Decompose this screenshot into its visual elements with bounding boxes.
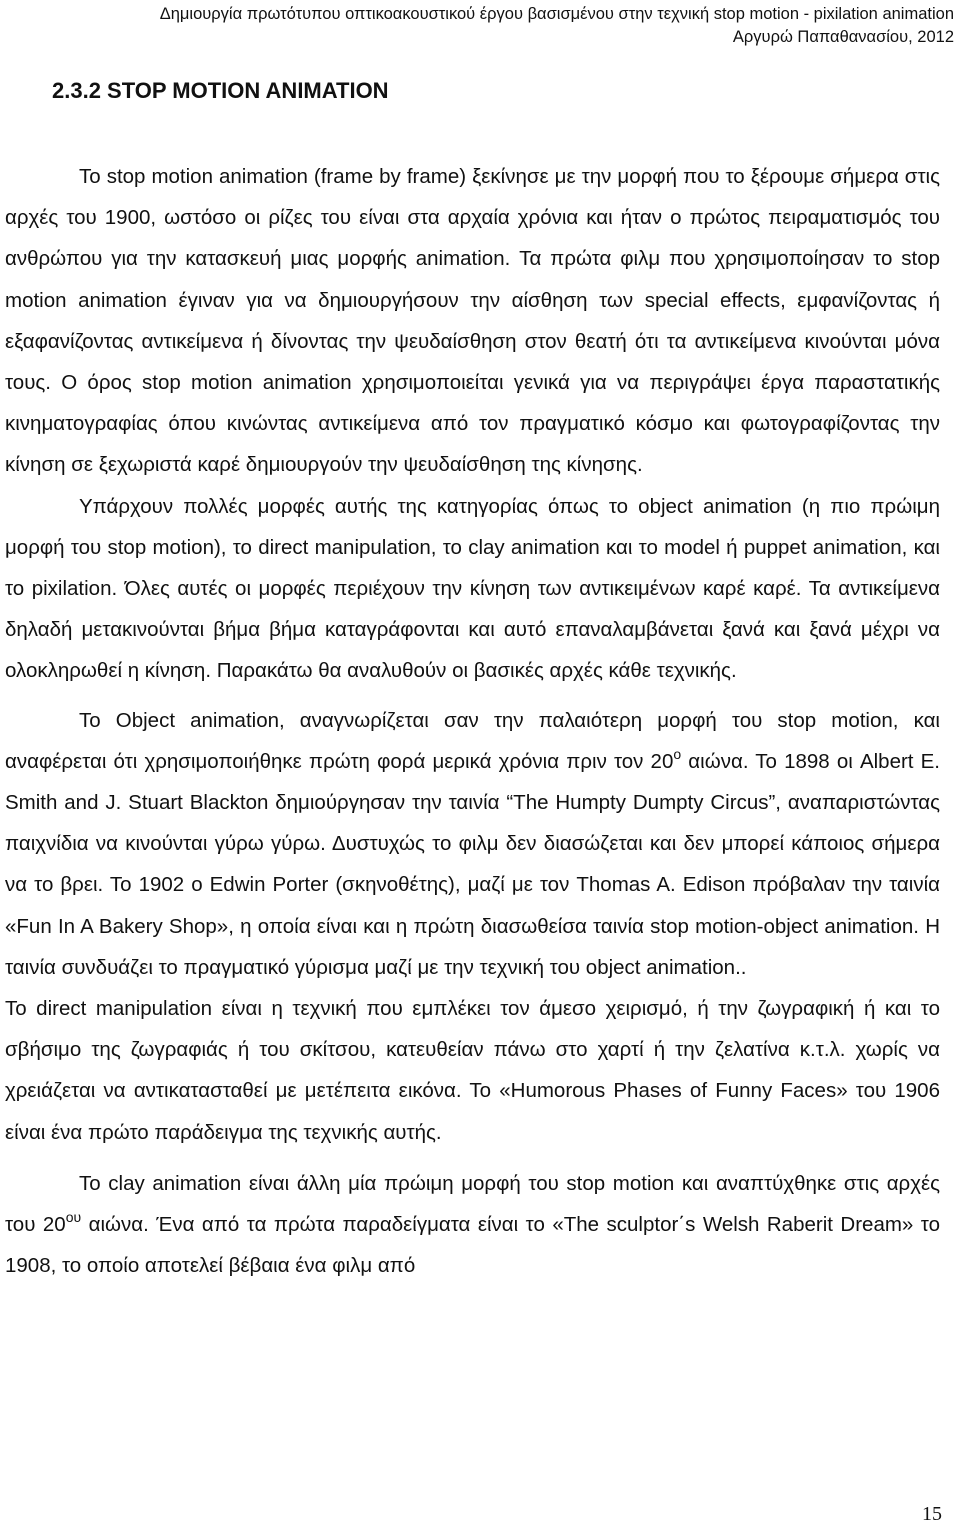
running-header [4, 3, 954, 49]
ordinal-superscript: ο [673, 745, 682, 762]
header-author-year: Αργυρώ Παπαθανασίου, 2012 [732, 28, 954, 46]
section-heading: 2.3.2 STOP MOTION ANIMATION [52, 78, 389, 103]
body-text [5, 156, 940, 1286]
header-title: Δημιουργία πρωτότυπου οπτικοακουστικού έργου βασισμένου στην τεχνική stop motion - pixilation animation [159, 5, 954, 23]
paragraph-forms: Υπάρχουν πολλές μορφές αυτής της κατηγορίας όπως το object animation (η πιο πρώιμη μορφή του stop motion), το direct manipulation, το clay animation και το model ή puppet animation, και το pixilation. Όλες αυτές οι μορφές περιέχουν την κίνηση των αντικειμένων καρέ καρέ. Τα αντικείμενα δηλαδή μετακινούνται βήμα βήμα καταγράφονται και αυτό επαναλαμβάνεται ξανά και ξανά μέχρι να ολοκληρωθεί η κίνηση. Παρακάτω θα αναλυθούν οι βασικές αρχές κάθε τεχνικής. [5, 494, 940, 683]
page-number: 15 [922, 1503, 942, 1525]
paragraph-stop-motion-intro: Το stop motion animation (frame by frame) ξεκίνησε με την μορφή που το ξέρουμε σήμερα στις αρχές του 1900, ωστόσο οι ρίζες του είναι στα αρχαία χρόνια και ήταν ο πρώτος πειραματισμός του ανθρώπου για την κατασκευή μιας μορφής animation. Τα πρώτα φιλμ που χρησιμοποίησαν το stop motion animation έγιναν για να δημιουργήσουν την αίσθηση των special effects, εμφανίζοντας ή εξαφανίζοντας αντικείμενα ή δίνοντας την ψευδαίσθηση στον θεατή ότι τα αντικείμενα κινούνται μόνα τους. Ο όρος stop motion animation χρησιμοποιείται γενικά για να περιγράψει έργα παραστατικής κινηματογραφίας όπου κινώντας αντικείμενα από τον πραγματικό κόσμο και φωτογραφίζοντας την κίνηση σε ξεχωριστά καρέ δημιουργούν την ψευδαίσθηση της κίνησης. [5, 165, 940, 477]
paragraph-object-animation-text-2: αιώνα. Το 1898 οι Albert E. Smith and J. Stuart Blackton δημιούργησαν την ταινία “The Humpty Dumpty Circus”, αναπαριστώντας παιχνίδια να κινούνται γύρω γύρω. Δυστυχώς το φιλμ δεν διασώζεται και δεν μπορεί κάποιος σήμερα να το βρει. Το 1902 ο Edwin Porter (σκηνοθέτης), μαζί με τον Thomas A. Edison πρόβαλαν την ταινία «Fun In A Bakery Shop», η οποία είναι και η πρώτη διασωθείσα ταινία stop motion-object animation. Η ταινία συνδυάζει το πραγματικό γύρισμα μαζί με την τεχνική του object animation.. [5, 749, 940, 979]
paragraph-clay-animation-text-1: Το clay animation είναι άλλη μία πρώιμη μορφή του stop motion και αναπτύχθηκε στις αρχές του 20 [5, 1171, 940, 1237]
ordinal-superscript: ου [65, 1209, 82, 1226]
paragraph-clay-animation [5, 1163, 940, 1287]
paragraph-clay-animation-text-2: αιώνα. Ένα από τα πρώτα παραδείγματα είναι το «The sculptor΄s Welsh Raberit Dream» το 1908, το οποίο αποτελεί βέβαια ένα φιλμ από [5, 1213, 940, 1278]
paragraph-object-animation-text-1: Το Object animation, αναγνωρίζεται σαν την παλαιότερη μορφή του stop motion, και αναφέρεται ότι χρησιμοποιήθηκε πρώτη φορά μερικά χρόνια πριν τον 20 [5, 708, 940, 773]
paragraph-direct-manipulation: Το direct manipulation είναι η τεχνική που εμπλέκει τον άμεσο χειρισμό, ή την ζωγραφική ή και το σβήσιμο της ζωγραφιάς ή του σκίτσου, κατευθείαν πάνω στο χαρτί ή την ζελατίνα κ.τ.λ. χωρίς να χρειάζεται να αντικατασταθεί με μετέπειτα εικόνα. Το «Humorous Phases of Funny Faces» του 1906 είναι ένα πρώτο παράδειγμα της τεχνικής αυτής. [5, 997, 940, 1144]
paragraph-object-animation [5, 700, 940, 988]
